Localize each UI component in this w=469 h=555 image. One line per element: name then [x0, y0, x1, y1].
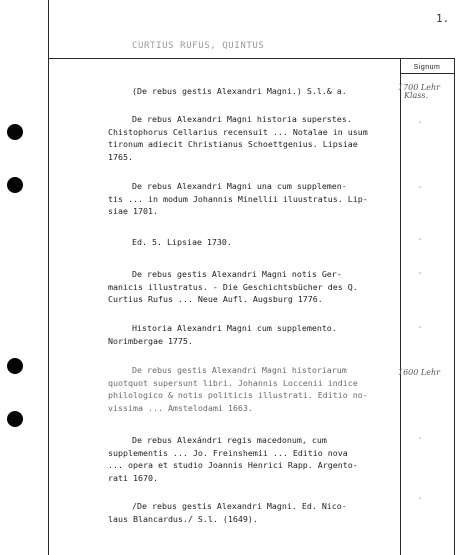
entry-line: tironum adiecit Christianus Schoettgenius. Lipsiae: [108, 139, 358, 150]
shelfmark-note: [398, 84, 454, 100]
left-margin-rule: [48, 0, 49, 555]
shelfmark-line: Klass.: [404, 91, 429, 100]
entry-line: manicis illustratus. - Die Geschichtsbücher des Q.: [108, 281, 358, 292]
author-heading: CURTIUS RUFUS, QUINTUS: [132, 41, 265, 51]
entry-line: supplementis ... Jo. Freinshemii ... Editio nova: [108, 447, 348, 458]
entry-line: De rebus Alexandri Magni una cum supplemen-: [132, 181, 347, 191]
ditto-mark: ″: [419, 238, 422, 246]
entry-line: philologico & notis politicis illustrati. Editio no-: [108, 390, 368, 401]
entry-line: Curtius Rufus ... Neue Aufl. Augsburg 1776.: [108, 294, 323, 305]
shelfmark-line: 1700 Lehr: [398, 83, 440, 92]
entry-line: Ed. 5. Lipsiae 1730.: [132, 237, 232, 247]
entry-line: De rebus Alexandri Magni historia superstes.: [132, 114, 352, 124]
entry-line: /De rebus gestis Alexandri Magni. Ed. Nico-: [132, 501, 347, 511]
entry-line: tis ... in modum Johannis Minellii iluustratus. Lip-: [108, 193, 368, 204]
entry-line: quotquot supersunt libri. Johannis Loccenii indice: [108, 377, 358, 388]
entry-line: Historia Alexandri Magni cum supplemento.: [132, 323, 337, 333]
entry-line: De rebus gestis Alexandri Magni notis Ger-: [132, 269, 342, 279]
page-number: 1.: [436, 12, 450, 25]
punch-hole: [7, 411, 23, 427]
catalog-entry: [108, 113, 400, 164]
entry-line: (De rebus gestis Alexandri Magni.) S.l.& a.: [132, 86, 347, 96]
ditto-mark: ″: [419, 497, 422, 505]
right-column-rule: [454, 58, 455, 555]
signum-column-rule: [400, 58, 401, 555]
entry-line: siae 1701.: [108, 206, 158, 217]
entry-line: De rebus gestis Alexandri Magni historiarum: [132, 365, 347, 375]
ditto-mark: ″: [419, 272, 422, 280]
punch-hole: [7, 358, 23, 374]
punch-hole: [7, 124, 23, 140]
entry-line: Chistophorus Cellarius recensuit ... Notalae in usum: [108, 126, 368, 137]
shelfmark-line: 1600 Lehr: [398, 368, 440, 377]
catalog-entry: [108, 268, 400, 306]
ditto-mark: ″: [419, 186, 422, 194]
catalog-entry: [108, 500, 400, 525]
entry-line: vissima ... Amstelodami 1663.: [108, 403, 253, 414]
entry-line: rati 1670.: [108, 473, 158, 484]
catalog-entry: [108, 322, 400, 347]
entry-line: laus Blancardus./ S.l. (1649).: [108, 513, 258, 524]
entry-line: 1765.: [108, 152, 133, 163]
ditto-mark: ″: [419, 437, 422, 445]
entry-line: Norimbergae 1775.: [108, 335, 193, 346]
punch-hole: [7, 177, 23, 193]
entry-line: ... opera et studio Joannis Henrici Rapp. Argento-: [108, 460, 358, 471]
shelfmark-note: [398, 369, 454, 377]
ditto-mark: ″: [419, 326, 422, 334]
catalog-entry: [108, 236, 400, 249]
catalog-entry: [108, 434, 400, 485]
signum-column-header: Signum: [413, 64, 441, 71]
catalog-entry: [108, 364, 400, 415]
catalog-entry: [108, 85, 400, 98]
entry-line: De rebus Alexándri regis macedonum, cum: [132, 435, 327, 445]
ditto-mark: ″: [419, 121, 422, 129]
top-rule: [48, 58, 455, 59]
catalog-entry: [108, 180, 400, 218]
signum-header-rule: [400, 73, 455, 74]
